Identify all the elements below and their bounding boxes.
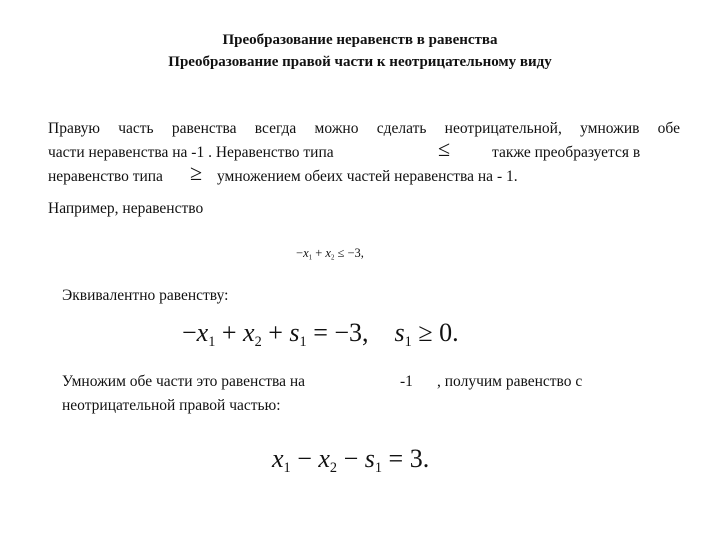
formula-equality-render: $-x_1 + x_2 + s_1 = -3$, $s_1 \ge 0$. [182,318,459,350]
multiply-line-2: неотрицательной правой частью: [62,397,281,414]
paragraph-line-3-text-a: неравенство типа [48,168,163,185]
greater-equal-symbol: ≥ [190,160,203,185]
formula-result [272,444,429,477]
paragraph-line-2-text-b: также преобразуется в [492,144,641,161]
paragraph-line-1: Правую часть равенства всегда можно сделать неотрицательной, умножив обе [48,120,680,137]
page-title: Преобразование неравенств в равенства [222,32,498,48]
less-equal-symbol: ≤ [438,136,451,161]
multiply-line-1-b: , получим равенство с [437,373,583,390]
equivalent-text: Эквивалентно равенству: [62,287,229,304]
example-intro: Например, неравенство [48,200,204,217]
paragraph-line-2-text-a: части неравенства на -1 . Неравенство типа [48,144,334,161]
formula-equality [182,318,459,351]
page-subtitle: Преобразование правой части к неотрицательному виду [168,54,552,70]
formula-inequality [296,246,364,261]
multiply-line-1-a: Умножим обе части это равенства на [62,373,306,390]
multiply-line-1-value: -1 [400,373,413,390]
formula-inequality-render: $-x_1 + x_2 \le -3$, [296,246,364,262]
paragraph-line-3-text-b: умножением обеих частей неравенства на - 1. [217,168,518,185]
formula-result-render: $x_1 - x_2 - s_1 = 3$. [272,444,430,476]
